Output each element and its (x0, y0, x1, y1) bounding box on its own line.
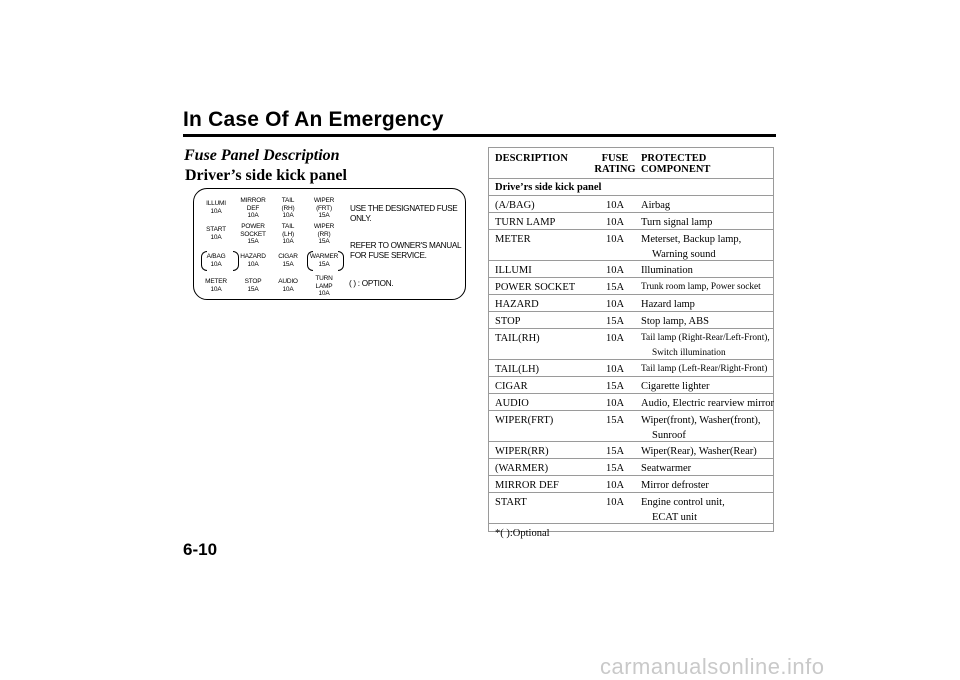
cell-rating: 10A (605, 480, 625, 491)
header-rule (183, 134, 776, 137)
cell-rating: 15A (605, 381, 625, 392)
fuse-label-line: 10A (282, 285, 294, 293)
cell-component (641, 297, 775, 312)
component-line: Airbag (641, 200, 671, 211)
fuse-label-line: METER (205, 278, 227, 285)
cell-component (641, 362, 775, 377)
table-row (489, 476, 773, 493)
cell-component (641, 314, 775, 329)
header-rating-line1: FUSE (601, 153, 629, 164)
fuse-note-option: ( ) : OPTION. (349, 279, 394, 288)
cell-component (641, 215, 775, 230)
fuse-label-line: 15A (247, 285, 259, 293)
fuse-label-line: TURN (315, 275, 333, 282)
table-row (489, 230, 773, 261)
table-row (489, 312, 773, 329)
fuse-label-line: 15A (318, 238, 330, 245)
cell-rating: 10A (605, 364, 625, 375)
fuse-label-line: DEF (246, 204, 260, 212)
fuse-start (197, 226, 235, 241)
header-protected-component (641, 153, 775, 175)
table-row (489, 394, 773, 411)
table-footnote-row (489, 524, 773, 539)
component-line: Cigarette lighter (641, 381, 710, 392)
fuse-cigar (269, 253, 307, 268)
group-label: Drive’rs side kick panel (495, 182, 602, 193)
fuse-label-line: 10A (210, 285, 222, 293)
component-line-continued: Warning sound (652, 249, 716, 260)
cell-rating: 10A (605, 265, 625, 276)
cell-component (641, 478, 775, 493)
fuse-tail-rh (269, 197, 307, 220)
header-component-line2: COMPONENT (641, 164, 711, 175)
component-line: Engine control unit, (641, 497, 725, 508)
cell-rating: 10A (605, 497, 625, 508)
fuse-label-line: LAMP (315, 282, 333, 290)
header-rating-line2: RATING (594, 164, 636, 175)
table-group-row (489, 179, 773, 196)
fuse-label-line: START (206, 226, 226, 233)
cell-description: WIPER(FRT) (495, 415, 554, 426)
fuse-label-line: POWER (241, 223, 265, 230)
component-line-continued: Switch illumination (652, 348, 726, 358)
table-row (489, 213, 773, 230)
fuse-label-line: (RR) (317, 230, 331, 238)
watermark: carmanualsonline.info (600, 654, 825, 679)
fuse-label-line: (LH) (282, 230, 294, 238)
fuse-label-line: 10A (318, 290, 330, 297)
fuse-label-line: WIPER (313, 223, 335, 230)
cell-component (641, 413, 775, 443)
cell-description: (WARMER) (495, 463, 549, 474)
fuse-label-line: 10A (247, 212, 259, 219)
fuse-warmer (305, 253, 343, 268)
fuse-note-refer: REFER TO OWNER'S MANUAL FOR FUSE SERVICE. (350, 241, 461, 260)
fuse-label-line: 10A (210, 233, 222, 241)
fuse-label-line: SOCKET (240, 230, 266, 238)
fuse-label-line: ILLUMI (206, 200, 226, 207)
section-title: Fuse Panel Description (184, 147, 340, 164)
fuse-power (234, 223, 272, 246)
cell-component (641, 444, 775, 459)
table-header-row (489, 148, 773, 179)
cell-description: TURN LAMP (495, 217, 556, 228)
fuse-label-line: 10A (282, 238, 294, 245)
fuse-label-line: AUDIO (278, 278, 298, 285)
component-line: Wiper(front), Washer(front), (641, 415, 761, 426)
fuse-mirror (234, 197, 272, 220)
cell-component (641, 379, 775, 394)
table-row (489, 459, 773, 476)
cell-component (641, 461, 775, 476)
fuse-label-line: 10A (282, 212, 294, 219)
component-line: Seatwarmer (641, 463, 692, 474)
fuse-label-line: TAIL (281, 197, 295, 204)
fuse-label-line: CIGAR (278, 253, 298, 260)
fuse-label-line: MIRROR (240, 197, 266, 204)
table-row (489, 442, 773, 459)
cell-component (641, 396, 775, 411)
cell-rating: 10A (605, 333, 625, 344)
cell-description: STOP (495, 316, 521, 327)
fuse-label-line: 10A (247, 260, 259, 268)
cell-rating: 15A (605, 415, 625, 426)
header-component-line1: PROTECTED (641, 153, 707, 164)
fuse-label-line: 10A (210, 260, 222, 268)
fuse-hazard (234, 253, 272, 268)
cell-component (641, 495, 775, 525)
fuse-wiper-rr (305, 223, 343, 246)
fuse-illumi (197, 200, 235, 215)
component-line: Turn signal lamp (641, 217, 713, 228)
fuse-label-line: (FRT) (316, 204, 332, 212)
component-line: Tail lamp (Left-Rear/Right-Front) (641, 364, 768, 374)
cell-rating: 15A (605, 446, 625, 457)
cell-description: (A/BAG) (495, 200, 535, 211)
fuse-label-line: 10A (210, 207, 222, 215)
cell-rating: 10A (605, 398, 625, 409)
fuse-label-line: HAZARD (240, 253, 266, 260)
fuse-label-line: 15A (318, 212, 330, 219)
cell-description: CIGAR (495, 381, 528, 392)
table-row (489, 278, 773, 295)
cell-rating: 10A (605, 234, 625, 245)
fuse-note-designated: USE THE DESIGNATED FUSE ONLY. (350, 204, 458, 223)
fuse-turn (305, 275, 343, 298)
table-row (489, 411, 773, 442)
table-row (489, 329, 773, 360)
component-line: Trunk room lamp, Power socket (641, 282, 761, 292)
cell-component (641, 331, 775, 361)
fuse-label-line: WIPER (313, 197, 335, 204)
component-line-continued: Sunroof (652, 430, 686, 441)
table-row (489, 261, 773, 278)
cell-rating: 10A (605, 299, 625, 310)
component-line: Tail lamp (Right-Rear/Left-Front), (641, 333, 770, 343)
cell-description: HAZARD (495, 299, 539, 310)
cell-rating: 15A (605, 316, 625, 327)
component-line: Meterset, Backup lamp, (641, 234, 742, 245)
component-line: Mirror defroster (641, 480, 709, 491)
fuse-audio (269, 278, 307, 293)
table-row (489, 493, 773, 524)
cell-rating: 15A (605, 463, 625, 474)
cell-description: TAIL(LH) (495, 364, 540, 375)
table-row (489, 360, 773, 377)
cell-description: START (495, 497, 527, 508)
component-line: Wiper(Rear), Washer(Rear) (641, 446, 757, 457)
cell-description: AUDIO (495, 398, 529, 409)
fuse-stop (234, 278, 272, 293)
component-line: Illumination (641, 265, 693, 276)
cell-description: METER (495, 234, 531, 245)
fuse-tail-lh (269, 223, 307, 246)
component-line-continued: ECAT unit (652, 512, 698, 523)
component-line: Audio, Electric rearview mirror (641, 398, 774, 409)
table-footnote: *( ):Optional (495, 528, 550, 539)
fuse-label-line: TAIL (281, 223, 295, 230)
fuse-abag (197, 253, 235, 268)
table-row (489, 295, 773, 312)
fuse-label-line: 15A (247, 238, 259, 245)
cell-description: POWER SOCKET (495, 282, 576, 293)
table-row (489, 377, 773, 394)
page-number: 6-10 (183, 540, 218, 559)
table-row (489, 196, 773, 213)
cell-rating: 15A (605, 282, 625, 293)
fuse-label-line: 15A (282, 260, 294, 268)
cell-component (641, 280, 775, 295)
header-description: DESCRIPTION (495, 153, 568, 164)
fuse-panel-diagram (193, 188, 466, 300)
fuse-label-line: STOP (244, 278, 262, 285)
component-line: Hazard lamp (641, 299, 695, 310)
sub-title: Driver’s side kick panel (185, 167, 347, 184)
cell-description: ILLUMI (495, 265, 532, 276)
cell-description: MIRROR DEF (495, 480, 559, 491)
fuse-meter (197, 278, 235, 293)
cell-rating: 10A (605, 200, 625, 211)
cell-rating: 10A (605, 217, 625, 228)
page-header-title: In Case Of An Emergency (183, 108, 444, 131)
cell-component (641, 232, 775, 262)
fuse-label-line: 15A (318, 260, 330, 268)
fuse-label-line: A/BAG (206, 253, 226, 260)
cell-component (641, 263, 775, 278)
cell-description: WIPER(RR) (495, 446, 549, 457)
fuse-label-line: (RH) (281, 204, 295, 212)
fuse-table (488, 147, 774, 539)
cell-component (641, 198, 775, 213)
component-line: Stop lamp, ABS (641, 316, 709, 327)
fuse-label-line: WARMER (309, 253, 339, 260)
cell-description: TAIL(RH) (495, 333, 540, 344)
fuse-wiper-frt (305, 197, 343, 220)
